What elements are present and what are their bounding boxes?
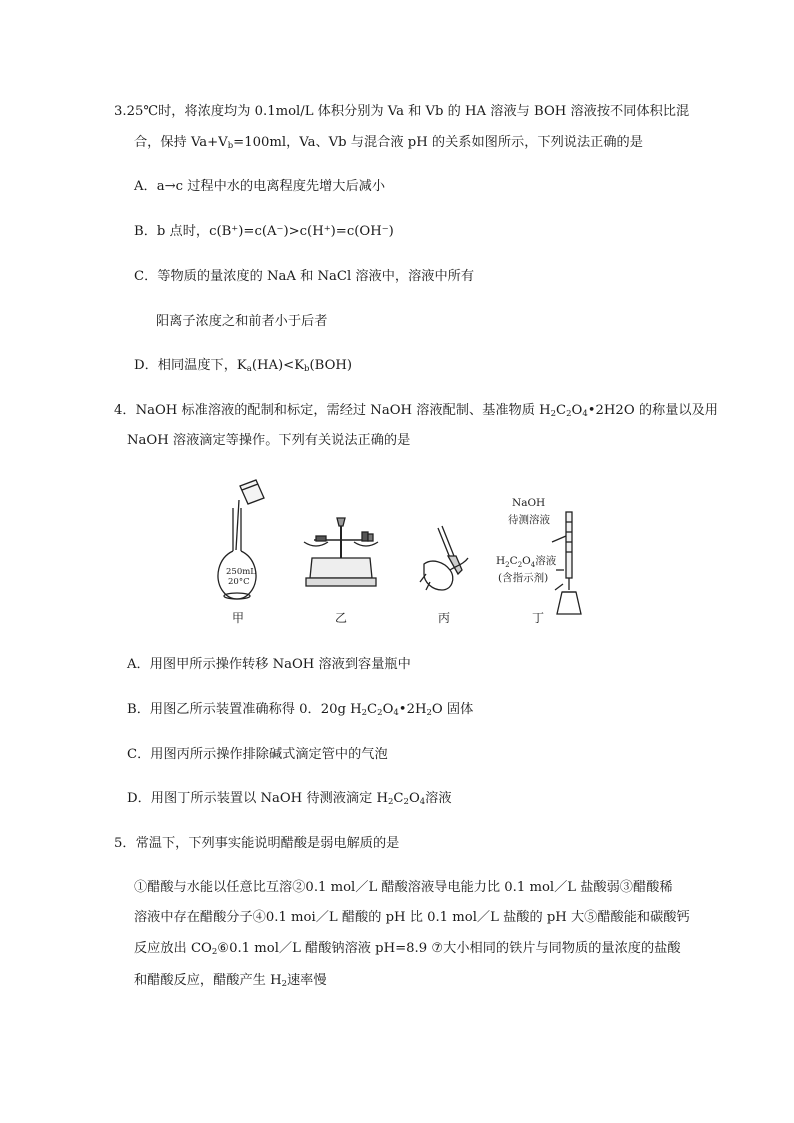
q4-stem-line1: 4．NaOH 标准溶液的配制和标定，需经过 NaOH 溶液配制、基准物质 $H_2C_2O_4•2H2O$ 的称量以及用	[114, 403, 718, 419]
caption-jia: 甲	[232, 611, 245, 625]
q3-option-d: D．相同温度下，$K_a(HA)<K_b(BOH)$	[134, 358, 353, 374]
q3-stem-line2: 合，保持 $Va+V_b=100ml$，Va、Vb 与混合液 pH 的关系如图所示，下列说法正确的是	[134, 135, 643, 151]
oxalic-acid-solution-label: $H_2C_2O_4$溶液	[496, 555, 557, 569]
q5-facts-line4: 和醋酸反应，醋酸产生 $H_2$速率慢	[134, 973, 327, 989]
q5-facts-line1: ①醋酸与水能以任意比互溶②0.1 mol／L 醋酸溶液导电能力比 0.1 mol／L 盐酸弱③醋酸稀	[134, 880, 673, 895]
indicator-label: (含指示剂)	[498, 572, 549, 584]
caption-bing: 丙	[438, 611, 451, 625]
q4-option-c: C．用图丙所示操作排除碱式滴定管中的气泡	[127, 747, 388, 762]
naoh-label: NaOH	[512, 497, 546, 509]
q5-stem: 5．常温下，下列事实能说明醋酸是弱电解质的是	[114, 836, 400, 851]
flask-temperature-label: 20°C	[228, 577, 250, 587]
caption-yi: 乙	[335, 611, 348, 625]
balance-illustration	[304, 518, 378, 586]
titration-setup-illustration	[552, 512, 581, 614]
q5-facts-line2: 溶液中存在醋酸分子④0.1 moi／L 醋酸的 pH 比 0.1 mol／L 盐酸的 pH 大⑤醋酸能和碳酸钙	[134, 910, 690, 925]
test-solution-label: 待测溶液	[508, 514, 550, 526]
q3-option-a: A．a→c 过程中水的电离程度先增大后减小	[134, 179, 386, 194]
q4-option-d: D．用图丁所示装置以 NaOH 待测液滴定 $H_2C_2O_4$溶液	[127, 791, 452, 807]
apparatus-figure	[212, 478, 584, 628]
q3-option-b: B．b 点时，c(B⁺)=c(A⁻)>c(H⁺)=c(OH⁻)	[134, 224, 394, 239]
q4-option-a: A．用图甲所示操作转移 NaOH 溶液到容量瓶中	[127, 657, 411, 672]
q3-option-c-line2: 阳离子浓度之和前者小于后者	[156, 314, 328, 329]
q4-stem-line2: NaOH 溶液滴定等操作。下列有关说法正确的是	[127, 433, 411, 448]
q5-facts-line3: 反应放出 $CO_2⑥0.1$ mol／L 醋酸钠溶液 pH=8.9 ⑦大小相同的铁片与同物质的量浓度的盐酸	[134, 941, 681, 957]
caption-ding: 丁	[532, 611, 545, 625]
q3-option-c-line1: C．等物质的量浓度的 NaA 和 NaCl 溶液中，溶液中所有	[134, 269, 475, 284]
burette-bubble-illustration	[420, 526, 468, 590]
q4-option-b: B．用图乙所示装置准确称得 0．20g $H_2C_2O_4•2H_2O$ 固体	[127, 702, 474, 718]
flask-volume-label: 250mL	[226, 567, 256, 577]
q3-stem-line1: 3.25℃时，将浓度均为 0.1mol/L 体积分别为 Va 和 Vb 的 HA 溶液与 BOH 溶液按不同体积比混	[114, 104, 690, 119]
